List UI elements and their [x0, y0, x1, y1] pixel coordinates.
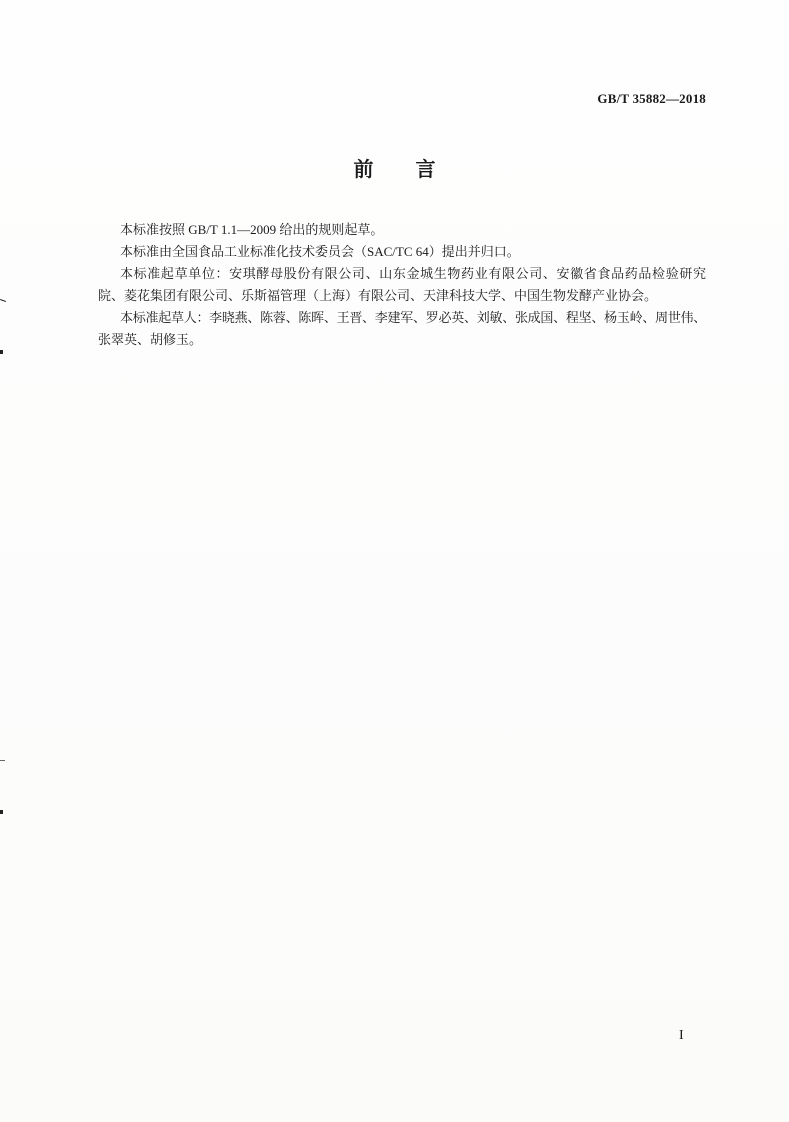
scan-mark	[0, 299, 6, 302]
page-title: 前言	[353, 159, 478, 181]
scan-mark	[0, 350, 3, 354]
page-number: I	[679, 1028, 684, 1043]
paragraph-drafters	[98, 307, 706, 351]
paragraph-drafting-rules	[98, 219, 706, 241]
paragraph-line: 张翠英、胡修玉。	[98, 332, 203, 347]
scan-mark	[0, 760, 5, 761]
paragraph-line: 本标准按照 GB/T 1.1—2009 给出的规则起草。	[120, 222, 384, 237]
paragraph-proposer	[98, 241, 706, 263]
scan-mark	[0, 810, 3, 814]
preface-body	[98, 219, 706, 351]
paragraph-line: 本标准由全国食品工业标准化技术委员会（SAC/TC 64）提出并归口。	[120, 244, 520, 259]
paragraph-line: 本标准起草单位：安琪酵母股份有限公司、山东金城生物药业有限公司、安徽省食品药品检验研究	[120, 266, 706, 281]
paragraph-line: 院、菱花集团有限公司、乐斯福管理（上海）有限公司、天津科技大学、中国生物发酵产业协会。	[98, 288, 658, 303]
paragraph-line: 本标准起草人：李晓燕、陈蓉、陈晖、王晋、李建军、罗必英、刘敏、张成国、程坚、杨玉岭、周世伟、	[120, 310, 706, 325]
paragraph-drafting-units	[98, 263, 706, 307]
standard-code-header: GB/T 35882—2018	[597, 91, 706, 106]
